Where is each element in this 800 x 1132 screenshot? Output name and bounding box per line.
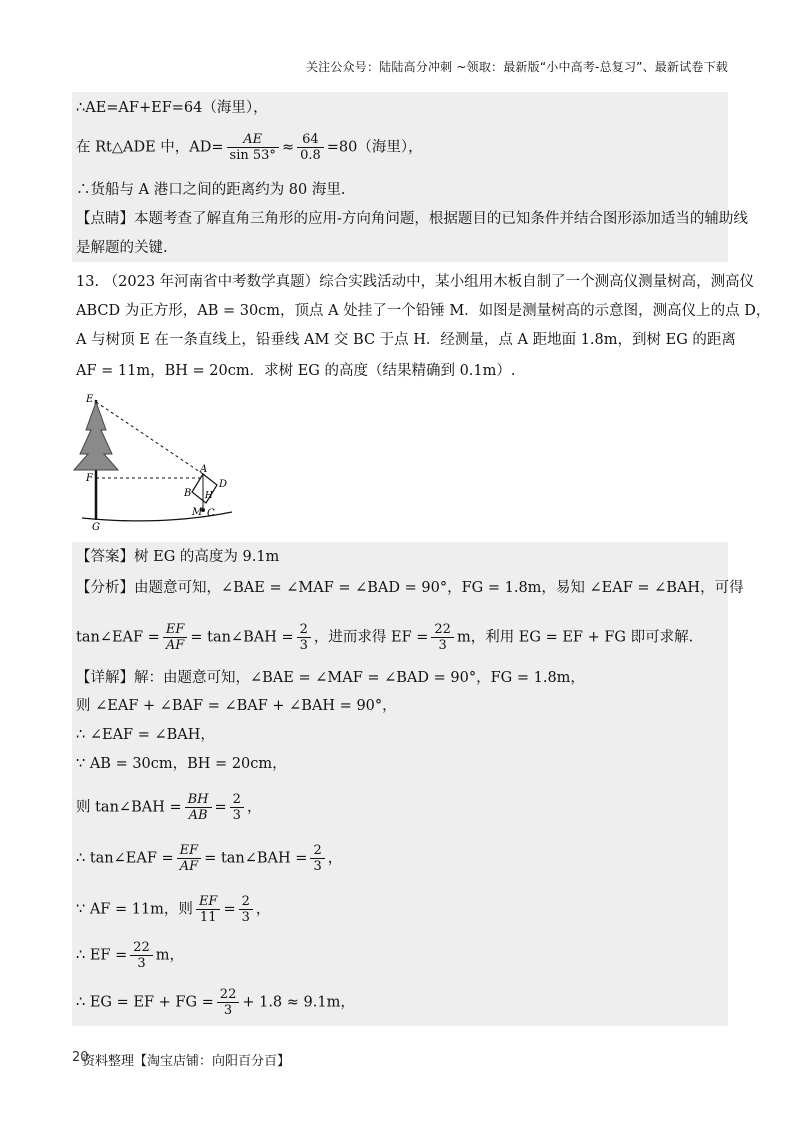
detail-line-5: [76, 792, 261, 823]
fraction-numerator: AE: [227, 132, 279, 148]
fraction: [163, 622, 188, 653]
fraction-numerator: 2: [310, 843, 324, 859]
text-seg: 则 tan∠BAH =: [76, 799, 182, 816]
fraction-denominator: 3: [313, 859, 322, 874]
problem-line-2: ABCD 为正方形，AB = 30cm，顶点 A 处挂了一个铅锤 M．如图是测量树高的示意图，测高仪上的点 D，: [76, 303, 771, 319]
fraction: [130, 940, 153, 971]
prev-comment-line-1: 【点睛】本题考查了解直角三角形的应用-方向角问题，根据题目的已知条件并结合图形添加适当的辅助线: [76, 211, 748, 227]
fraction-denominator: 3: [241, 910, 250, 925]
approx-sign: ≈: [281, 139, 295, 156]
fraction-denominator: AB: [188, 808, 208, 823]
text-seg: ，: [327, 850, 343, 867]
fraction-denominator: 11: [199, 910, 217, 925]
text-seg: ，: [246, 799, 262, 816]
fraction: [297, 622, 311, 653]
page-header: 关注公众号：陆陆高分冲刺 ~领取：最新版“小中高考-总复习”、最新试卷下载: [305, 60, 728, 74]
analysis-line-2: [76, 622, 693, 653]
text-seg: m，利用 EG = EF + FG 即可求解.: [456, 629, 694, 646]
fraction-numerator: 2: [297, 622, 311, 638]
text-seg: ，: [255, 901, 271, 918]
prev-line-2: [76, 132, 423, 163]
fraction-denominator: sin 53°: [229, 148, 276, 163]
label-H: H: [205, 491, 213, 501]
text-seg: =: [214, 799, 227, 816]
prev-line-2-pre: 在 Rt△ADE 中，AD=: [76, 139, 224, 156]
text-seg: = tan∠BAH =: [204, 850, 308, 867]
detail-line-3: ∴ ∠EAF = ∠BAH，: [76, 727, 215, 743]
fraction-numerator: 22: [431, 622, 454, 638]
text-seg: ，进而求得 EF =: [313, 629, 429, 646]
label-C: C: [207, 508, 215, 519]
detail-line-4: ∵ AB = 30cm，BH = 20cm，: [76, 756, 287, 772]
detail-line-6: [76, 843, 342, 874]
problem-line-3: A 与树顶 E 在一条直线上，铅垂线 AM 交 BC 于点 H．经测量，点 A 距地面 1.8m，到树 EG 的距离: [76, 332, 736, 348]
fraction-numerator: EF: [196, 894, 221, 910]
label-G: G: [92, 522, 100, 533]
text-seg: + 1.8 ≈ 9.1m，: [242, 994, 355, 1011]
problem-line-1: 13. （2023 年河南省中考数学真题）综合实践活动中，某小组用木板自制了一个测高仪测量树高，测高仪: [76, 274, 755, 290]
fraction: [230, 792, 244, 823]
detail-line-8: [76, 940, 184, 971]
fraction: [239, 894, 253, 925]
text-seg: = tan∠BAH =: [190, 629, 294, 646]
fraction-numerator: EF: [163, 622, 188, 638]
prev-line-3: ∴货船与 A 港口之间的距离约为 80 海里.: [76, 182, 346, 198]
text-seg: ∴ EG = EF + FG =: [76, 994, 214, 1011]
label-F: F: [86, 473, 93, 484]
fraction: [227, 132, 279, 163]
detail-line-2: 则 ∠EAF + ∠BAF = ∠BAF + ∠BAH = 90°，: [76, 698, 397, 714]
label-D: D: [219, 479, 228, 490]
fraction: [310, 843, 324, 874]
text-seg: m，: [155, 947, 185, 964]
fraction: [217, 987, 240, 1018]
fraction-numerator: BH: [185, 792, 212, 808]
fraction-denominator: 0.8: [300, 148, 321, 163]
fraction: [297, 132, 324, 163]
fraction-denominator: AF: [165, 638, 185, 653]
fraction: [196, 894, 221, 925]
detail-line-7: [76, 894, 270, 925]
footer-text: 资料整理【淘宝店铺：向阳百分百】: [82, 1054, 291, 1069]
problem-line-4: AF = 11m，BH = 20cm．求树 EG 的高度（结果精确到 0.1m）.: [76, 363, 516, 379]
detail-line-9: [76, 987, 355, 1018]
fraction: [431, 622, 454, 653]
text-seg: ∴ tan∠EAF =: [76, 850, 174, 867]
fraction-numerator: 22: [130, 940, 153, 956]
answer-line: 【答案】树 EG 的高度为 9.1m: [76, 549, 280, 565]
fraction: [185, 792, 212, 823]
fraction-numerator: 2: [239, 894, 253, 910]
page-number: 20: [72, 1050, 89, 1065]
text-seg: =: [223, 901, 236, 918]
fraction-numerator: 2: [230, 792, 244, 808]
text-seg: tan∠EAF =: [76, 629, 160, 646]
label-E: E: [86, 394, 94, 405]
prev-line-1: ∴AE=AF+EF=64（海里），: [76, 100, 268, 116]
tree-measurement-figure: [72, 390, 242, 540]
text-seg: ∵ AF = 11m，则: [76, 901, 193, 918]
fraction-numerator: 22: [217, 987, 240, 1003]
fraction-numerator: 64: [297, 132, 324, 148]
fraction-denominator: 3: [438, 638, 447, 653]
prev-line-2-post: =80（海里），: [326, 139, 423, 156]
label-M: M: [192, 507, 203, 518]
fraction-denominator: 3: [137, 956, 146, 971]
detail-line-1: 【详解】解：由题意可知，∠BAE = ∠MAF = ∠BAD = 90°，FG = 1.8m，: [76, 670, 585, 686]
label-B: B: [184, 488, 192, 499]
fraction: [177, 843, 202, 874]
fraction-denominator: 3: [232, 808, 241, 823]
fraction-denominator: 3: [223, 1003, 233, 1018]
prev-comment-line-2: 是解题的关键.: [76, 240, 168, 256]
fraction-denominator: 3: [299, 638, 308, 653]
analysis-line-1: 【分析】由题意可知，∠BAE = ∠MAF = ∠BAD = 90°，FG = 1.8m，易知 ∠EAF = ∠BAH，可得: [76, 580, 744, 596]
fraction-numerator: EF: [177, 843, 202, 859]
fraction-denominator: AF: [179, 859, 199, 874]
label-A: A: [200, 464, 208, 475]
text-seg: ∴ EF =: [76, 947, 128, 964]
